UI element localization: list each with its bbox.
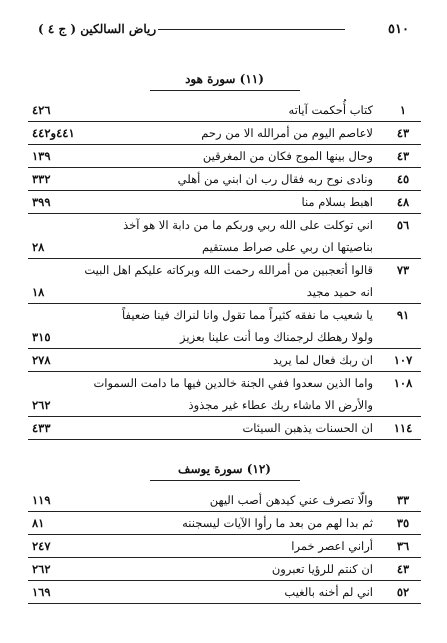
page-reference: ١١٩ xyxy=(32,493,51,507)
ayah-number: ١٠٨ xyxy=(393,376,413,390)
index-row-line xyxy=(28,236,421,258)
ayah-text: وحال بينها الموج فكان من المغرقين xyxy=(202,149,373,163)
index-row xyxy=(28,168,421,191)
index-row-line xyxy=(28,304,421,326)
index-row-line xyxy=(28,326,421,348)
header-rule xyxy=(158,29,345,30)
index-row-line xyxy=(28,558,421,580)
ayah-text: بناصيتها ان ربي على صراط مستقيم xyxy=(202,240,373,254)
index-row-line xyxy=(28,214,421,236)
page-reference: ٣١٥ xyxy=(32,330,51,344)
index-row-line xyxy=(28,145,421,167)
index-row-line xyxy=(28,417,421,439)
ayah-number: ٩١ xyxy=(396,308,410,322)
index-row xyxy=(28,304,421,349)
index-row-line xyxy=(28,168,421,190)
ayah-text: ان كنتم للرؤيا تعبرون xyxy=(271,562,373,576)
ayah-number: ٣٦ xyxy=(396,539,410,553)
index-row-line xyxy=(28,122,421,144)
ayah-text: قالوا أتعجبين من أمرالله رحمت الله وبركاته عليكم اهل البيت xyxy=(84,263,373,277)
index-row-line xyxy=(28,394,421,416)
section-title: (١٢) سورة يوسف xyxy=(178,462,271,476)
index-row xyxy=(28,191,421,214)
ayah-number: ٧٣ xyxy=(396,263,410,277)
ayah-text: ولولا رهطك لرجمناك وما أنت علينا بعزيز xyxy=(180,330,373,344)
ayah-text: ان الحسنات يذهبن السيئات xyxy=(242,421,373,435)
index-row-line xyxy=(28,581,421,603)
index-row xyxy=(28,372,421,417)
ayah-text: أراني اعصر خمرا xyxy=(291,539,373,553)
ayah-number: ٣٥ xyxy=(396,516,410,530)
surah-section-yusuf xyxy=(28,462,421,604)
ayah-text: اني توكلت على الله ربي وربكم ما من دابة الا هو آخذ xyxy=(123,218,373,232)
index-row-line xyxy=(28,191,421,213)
section-title: (١١) سورة هود xyxy=(185,72,264,86)
page-reference: ٤٤١و٤٤٢ xyxy=(32,126,75,140)
index-row-line xyxy=(28,372,421,394)
ayah-number: ٤٣ xyxy=(396,126,410,140)
page-reference: ٢٦٢ xyxy=(32,398,51,412)
ayah-number: ٣٣ xyxy=(396,493,410,507)
page-reference: ٨١ xyxy=(32,516,45,530)
ayah-text: ونادى نوح ربه فقال رب ان ابني من أهلي xyxy=(177,172,373,186)
index-row-line xyxy=(28,349,421,371)
page-reference: ١٨ xyxy=(32,285,45,299)
index-row-line xyxy=(28,489,421,511)
book-title: رياض السالكين ( ج ٤ ) xyxy=(38,22,157,36)
page-reference: ٣٣٢ xyxy=(32,172,51,186)
page-reference: ١٦٩ xyxy=(32,585,51,599)
index-row xyxy=(28,417,421,440)
page-reference: ٢٤٧ xyxy=(32,539,51,553)
ayah-number: ٤٨ xyxy=(396,195,410,209)
index-row xyxy=(28,558,421,581)
ayah-number: ٤٥ xyxy=(396,172,410,186)
surah-section-hud xyxy=(28,72,421,440)
ayah-number: ٥٢ xyxy=(396,585,410,599)
page-header xyxy=(38,18,409,40)
page-reference: ٤٣٣ xyxy=(32,421,51,435)
ayah-text: واما الذين سعدوا ففي الجنة خالدين فيها ما دامت السموات xyxy=(93,376,373,390)
index-row xyxy=(28,581,421,604)
page-reference: ٢٧٨ xyxy=(32,353,51,367)
page-reference: ٤٢٦ xyxy=(32,103,51,117)
index-row-line xyxy=(28,512,421,534)
ayah-text: والأرض الا ماشاء ربك عطاء غير مجذوذ xyxy=(188,398,373,412)
ayah-number: ٤٣ xyxy=(396,562,410,576)
index-row xyxy=(28,214,421,259)
index-row-line xyxy=(28,259,421,281)
index-row-line xyxy=(28,99,421,121)
ayah-number: ١٠٧ xyxy=(393,353,413,367)
ayah-text: انه حميد مجيد xyxy=(306,285,373,299)
index-row xyxy=(28,145,421,168)
index-row xyxy=(28,122,421,145)
index-row xyxy=(28,512,421,535)
index-row xyxy=(28,535,421,558)
index-row-line xyxy=(28,535,421,557)
ayah-text: والّا تصرف عني كيدهن أصب اليهن xyxy=(209,493,373,507)
ayah-text: كتاب أُحكمت آياته xyxy=(288,103,373,117)
page-reference: ٢٨ xyxy=(32,240,45,254)
ayah-text: ثم بدا لهم من بعد ما رأوا الآيات ليسجننه xyxy=(182,516,373,530)
page-number: ٥١٠ xyxy=(388,21,409,37)
ayah-text: يا شعيب ما نفقه كثيراً مما تقول وانا لنراك فينا ضعيفاً xyxy=(122,308,373,322)
page-reference: ٣٩٩ xyxy=(32,195,51,209)
ayah-text: ان ربك فعال لما يريد xyxy=(272,353,373,367)
ayah-text: اهبط بسلام منا xyxy=(301,195,373,209)
page-reference: ٢٦٢ xyxy=(32,562,51,576)
index-row xyxy=(28,99,421,122)
index-row xyxy=(28,259,421,304)
ayah-text: اني لم أخنه بالغيب xyxy=(284,585,373,599)
index-row xyxy=(28,349,421,372)
ayah-number: ١ xyxy=(399,103,407,117)
index-row xyxy=(28,489,421,512)
ayah-number: ٤٣ xyxy=(396,149,410,163)
ayah-number: ١١٤ xyxy=(393,421,413,435)
index-row-line xyxy=(28,281,421,303)
page-reference: ١٣٩ xyxy=(32,149,51,163)
ayah-text: لاعاصم اليوم من أمرالله الا من رحم xyxy=(201,126,373,140)
ayah-number: ٥٦ xyxy=(396,218,410,232)
